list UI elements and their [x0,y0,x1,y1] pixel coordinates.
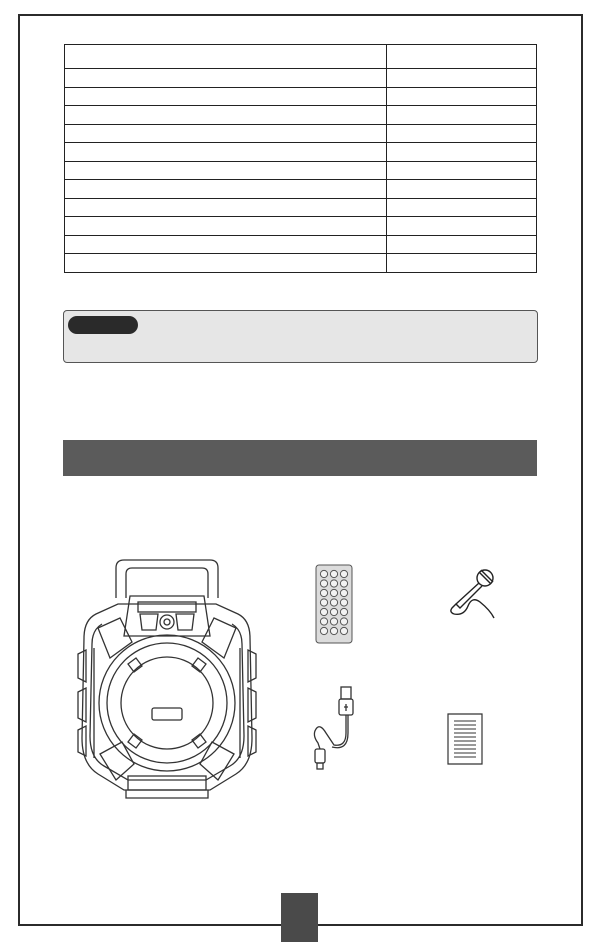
remote-button [330,589,337,596]
remote-control-icon [315,564,353,649]
remote-button [320,570,327,577]
remote-button [330,570,337,577]
spec-label [65,254,387,273]
spec-row [65,254,537,273]
spec-value [387,254,537,273]
remote-button [340,580,347,587]
spec-label [65,143,387,162]
remote-button [340,570,347,577]
spec-row [65,217,537,236]
remote-button [330,599,337,606]
page-number-tab [281,893,318,942]
spec-row [65,180,537,199]
spec-value [387,45,537,69]
spec-label [65,87,387,106]
remote-button [330,618,337,625]
microphone-icon [446,568,496,625]
spec-value [387,69,537,88]
spec-row [65,69,537,88]
spec-label [65,124,387,143]
spec-label [65,180,387,199]
spec-value [387,198,537,217]
spec-value [387,180,537,199]
spec-value [387,235,537,254]
package-section-title [63,440,537,476]
note-badge [68,316,138,334]
usb-cable-icon [304,685,358,776]
remote-button [340,627,347,634]
remote-button [330,627,337,634]
spec-label [65,198,387,217]
party-speaker-icon [76,558,258,805]
remote-button [340,589,347,596]
remote-button [320,627,327,634]
spec-row [65,124,537,143]
remote-button [340,599,347,606]
remote-button [340,618,347,625]
user-manual-icon [446,712,484,771]
remote-button [330,608,337,615]
remote-button [330,580,337,587]
spec-value [387,217,537,236]
note-box [63,310,538,363]
spec-table [64,44,537,273]
spec-row [65,87,537,106]
remote-button [320,618,327,625]
remote-button [320,608,327,615]
spec-value [387,87,537,106]
spec-value [387,124,537,143]
spec-label [65,106,387,125]
spec-value [387,143,537,162]
spec-row [65,235,537,254]
spec-label [65,235,387,254]
spec-label [65,45,387,69]
remote-button [320,580,327,587]
spec-label [65,217,387,236]
spec-row [65,45,537,69]
spec-row [65,143,537,162]
spec-value [387,161,537,180]
spec-row [65,106,537,125]
spec-label [65,69,387,88]
spec-row [65,161,537,180]
spec-row [65,198,537,217]
remote-button [340,608,347,615]
remote-button [320,599,327,606]
spec-label [65,161,387,180]
remote-button [320,589,327,596]
spec-value [387,106,537,125]
